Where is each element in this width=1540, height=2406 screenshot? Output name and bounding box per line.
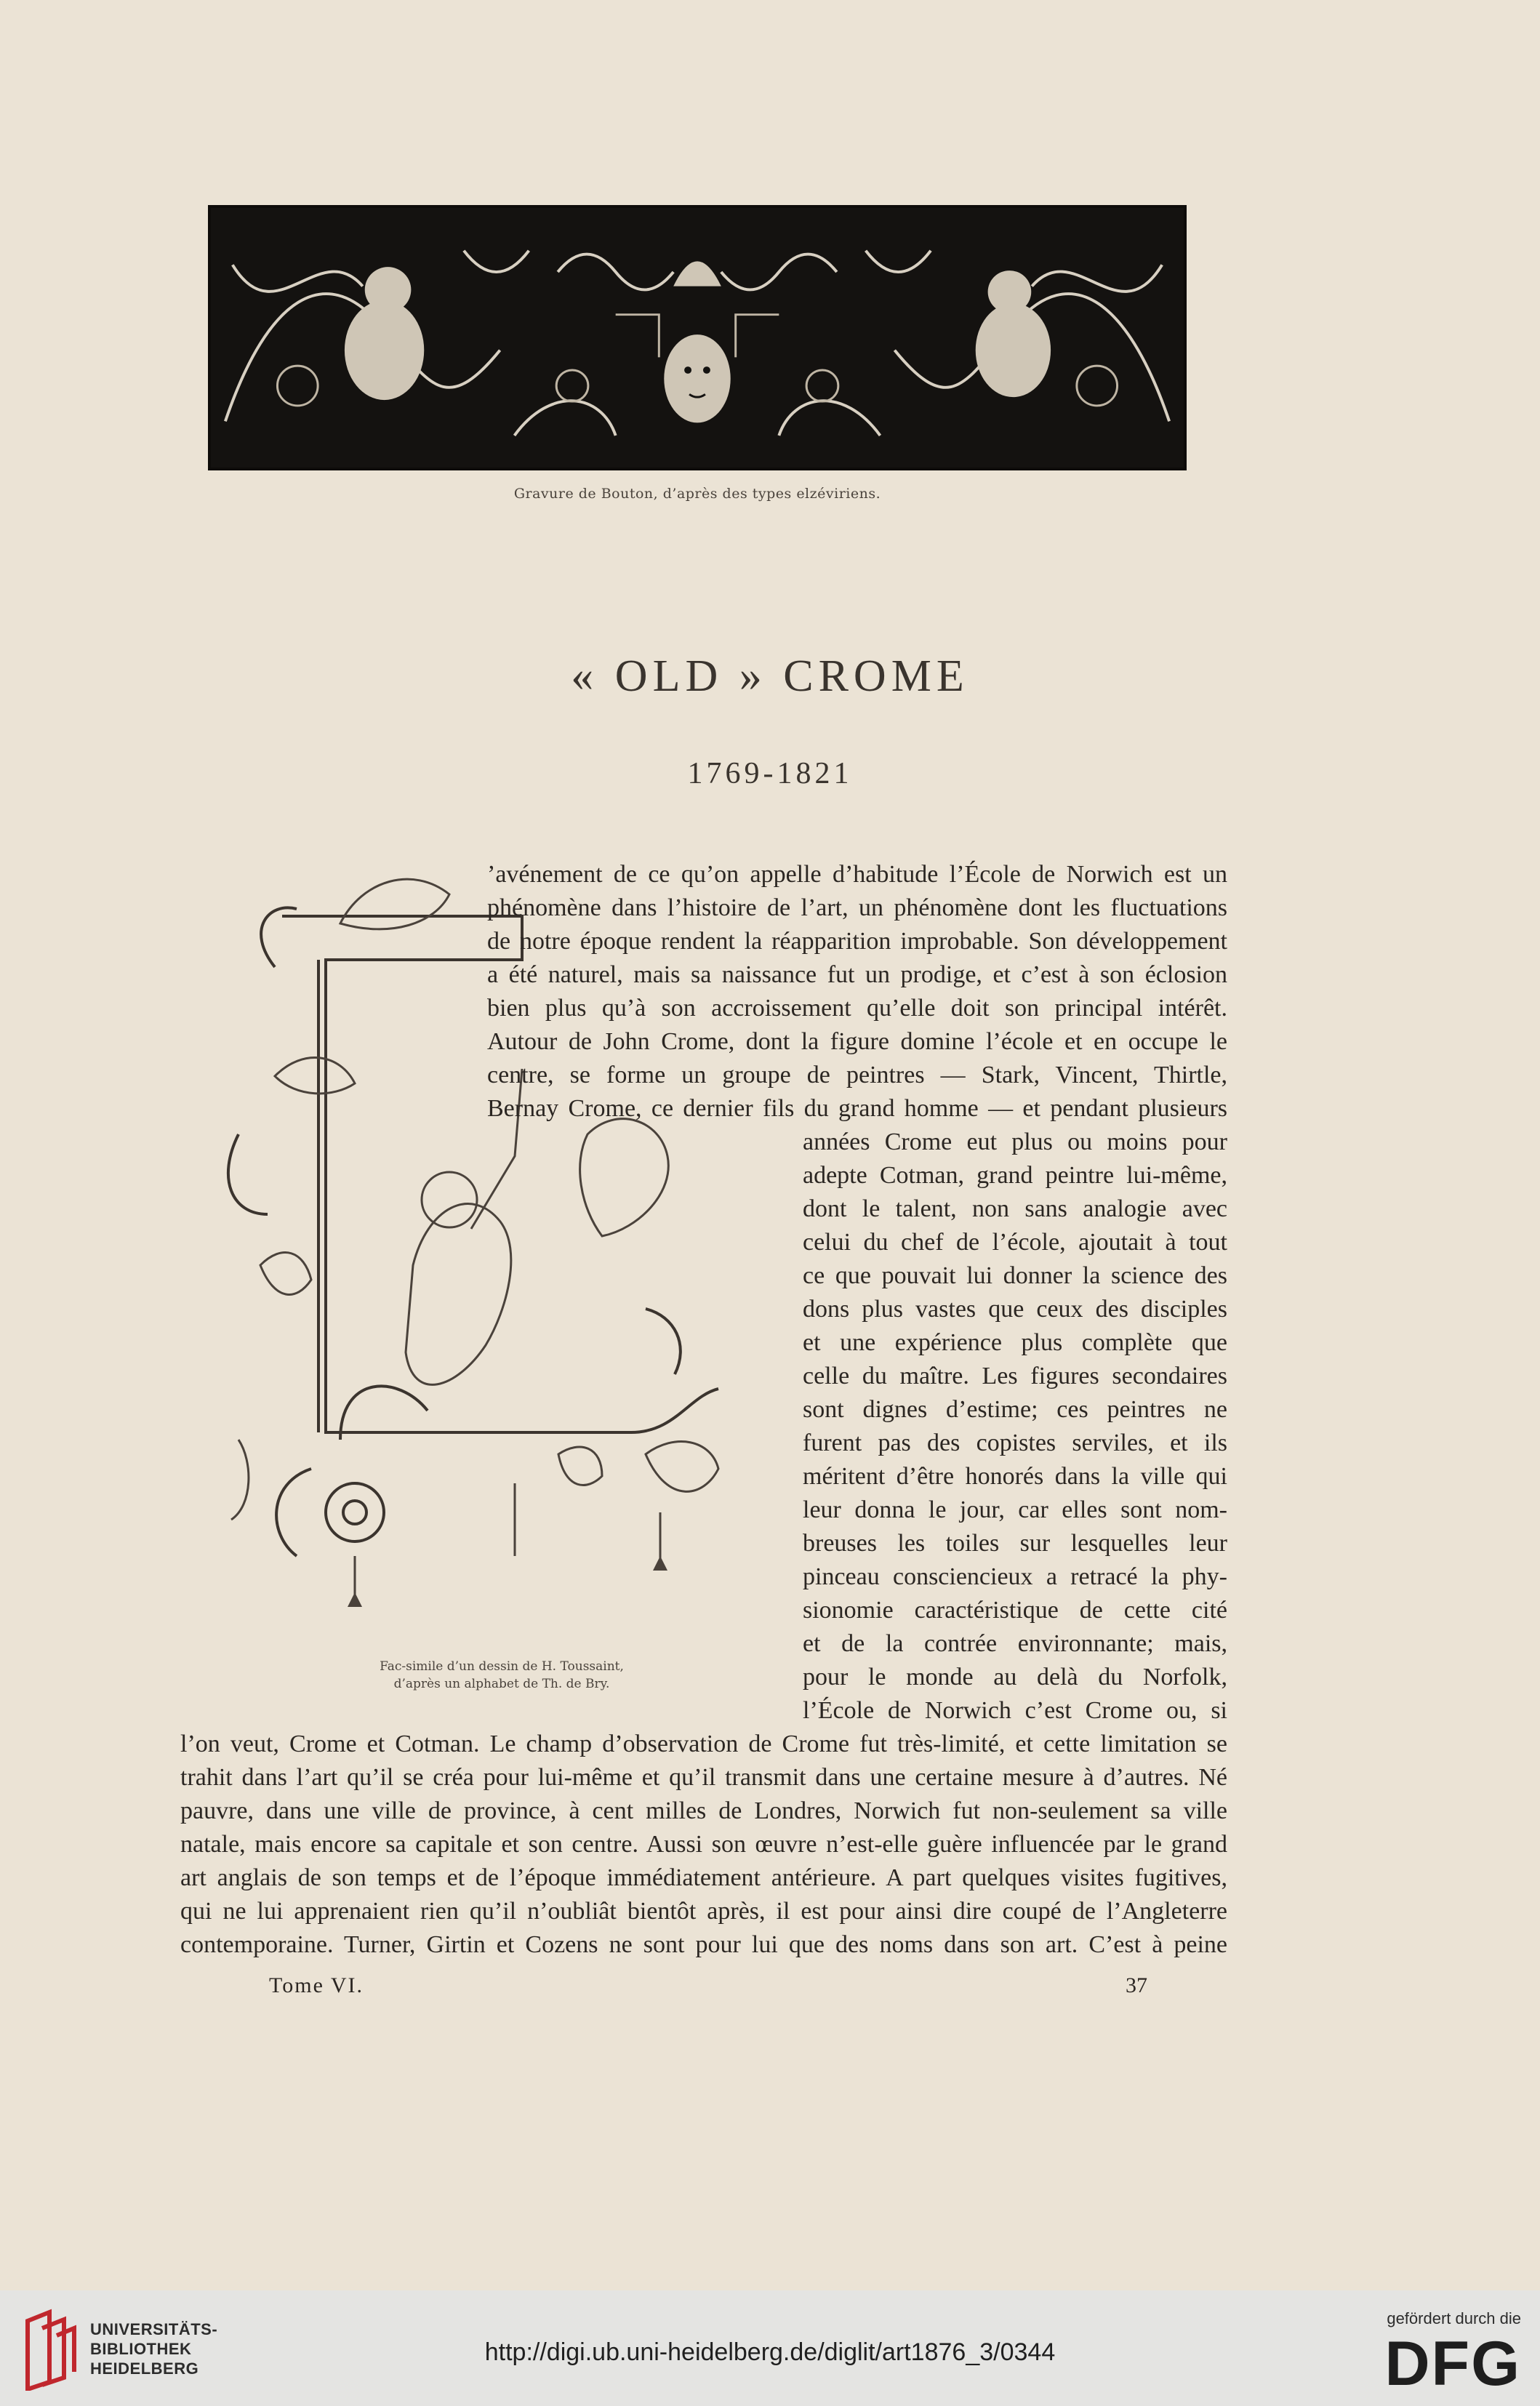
body-text-line: l’École de Norwich c’est Crome ou, si xyxy=(803,1697,1227,1724)
document-url-link[interactable]: http://digi.ub.uni-heidelberg.de/diglit/art1876_3/0344 xyxy=(484,2338,1056,2366)
body-text-line: pauvre, dans une ville de province, à cent milles de Londres, Norwich fut non-seulement sa ville xyxy=(180,1797,1227,1824)
body-text-line: de notre époque rendent la réapparition improbable. Son développement xyxy=(487,928,1227,955)
body-text-line: pinceau consciencieux a retracé la phy- xyxy=(803,1563,1227,1590)
page-number: 37 xyxy=(1126,1973,1147,1997)
body-text-line: celle du maître. Les figures secondaires xyxy=(803,1363,1227,1390)
article-dates: 1769-1821 xyxy=(687,757,853,790)
library-viewer-bar xyxy=(0,2290,1540,2406)
dfg-logo[interactable]: DFG xyxy=(1384,2329,1521,2399)
body-text-line: art anglais de son temps et de l’époque immédiatement antérieure. A part quelques visites fugitives, xyxy=(180,1864,1227,1891)
body-text-line: méritent d’être honorés dans la ville qui xyxy=(803,1463,1227,1490)
body-text-line: celui du chef de l’école, ajoutait à tout xyxy=(803,1229,1227,1256)
body-text-line: sont dignes d’estime; ces peintres ne xyxy=(803,1396,1227,1423)
body-text-line: qui ne lui apprenaient rien qu’il n’oubliât bientôt après, il est pour ainsi dire coupé de l’Angleterre xyxy=(180,1898,1227,1925)
frieze-ornament-art xyxy=(211,208,1184,468)
body-text-line: furent pas des copistes serviles, et ils xyxy=(803,1429,1227,1456)
library-name-line-2: BIBLIOTHEK xyxy=(90,2340,192,2358)
body-text-line: sionomie caractéristique de cette cité xyxy=(803,1597,1227,1624)
funded-by-label: gefördert durch die xyxy=(1387,2309,1521,2327)
body-text-line: Autour de John Crome, dont la figure domine l’école et en occupe le xyxy=(487,1028,1227,1055)
body-text-line: adepte Cotman, grand peintre lui-même, xyxy=(803,1162,1227,1189)
initial-illustration-caption xyxy=(313,1658,691,1693)
body-text-line: l’on veut, Crome et Cotman. Le champ d’observation de Crome fut très-limité, et cette limitation se xyxy=(180,1731,1227,1757)
body-text-line: trahit dans l’art qu’il se créa pour lui-même et qu’il transmit dans une certaine mesure à d’autres. Né xyxy=(180,1764,1227,1791)
body-text-line: pour le monde au delà du Norfolk, xyxy=(803,1664,1227,1691)
body-text-line: Bernay Crome, ce dernier fils du grand homme — et pendant plusieurs xyxy=(487,1095,1227,1122)
body-text-line: a été naturel, mais sa naissance fut un prodige, et c’est à son éclosion xyxy=(487,961,1227,988)
initial-caption-line-2: d’après un alphabet de Th. de Bry. xyxy=(393,1677,610,1691)
body-text-line: années Crome eut plus ou moins pour xyxy=(803,1128,1227,1155)
volume-label: Tome VI. xyxy=(269,1973,364,1997)
body-text-line: ’avénement de ce qu’on appelle d’habitude l’École de Norwich est un xyxy=(487,861,1227,888)
body-text-line: et une expérience plus complète que xyxy=(803,1329,1227,1356)
body-text-line: phénomène dans l’histoire de l’art, un phénomène dont les fluctuations xyxy=(487,894,1227,921)
body-text-line: centre, se forme un groupe de peintres — Stark, Vincent, Thirtle, xyxy=(487,1062,1227,1088)
ornamental-frieze-engraving xyxy=(208,205,1187,470)
frieze-caption: Gravure de Bouton, d’après des types elzéviriens. xyxy=(513,486,881,502)
article-title: « OLD » CROME xyxy=(571,651,969,701)
library-name-line-3: HEIDELBERG xyxy=(90,2359,199,2378)
library-name-line-1: UNIVERSITÄTS- xyxy=(90,2320,218,2338)
body-text-line: contemporaine. Turner, Girtin et Cozens ne sont pour lui que des noms dans son art. C’est à peine xyxy=(180,1931,1227,1958)
body-text-line: breuses les toiles sur lesquelles leur xyxy=(803,1530,1227,1557)
body-text-line: dons plus vastes que ceux des disciples xyxy=(803,1296,1227,1323)
body-text-line: dont le talent, non sans analogie avec xyxy=(803,1195,1227,1222)
body-text-line: natale, mais encore sa capitale et son centre. Aussi son œuvre n’est-elle guère influencée par le grand xyxy=(180,1831,1227,1858)
body-text-line: et de la contrée environnante; mais, xyxy=(803,1630,1227,1657)
body-text-line: ce que pouvait lui donner la science des xyxy=(803,1262,1227,1289)
body-text-line: leur donna le jour, car elles sont nom- xyxy=(803,1496,1227,1523)
initial-caption-line-1: Fac-simile d’un dessin de H. Toussaint, xyxy=(380,1659,624,1674)
body-text-line: bien plus qu’à son accroissement qu’elle doit son principal intérêt. xyxy=(487,995,1227,1022)
